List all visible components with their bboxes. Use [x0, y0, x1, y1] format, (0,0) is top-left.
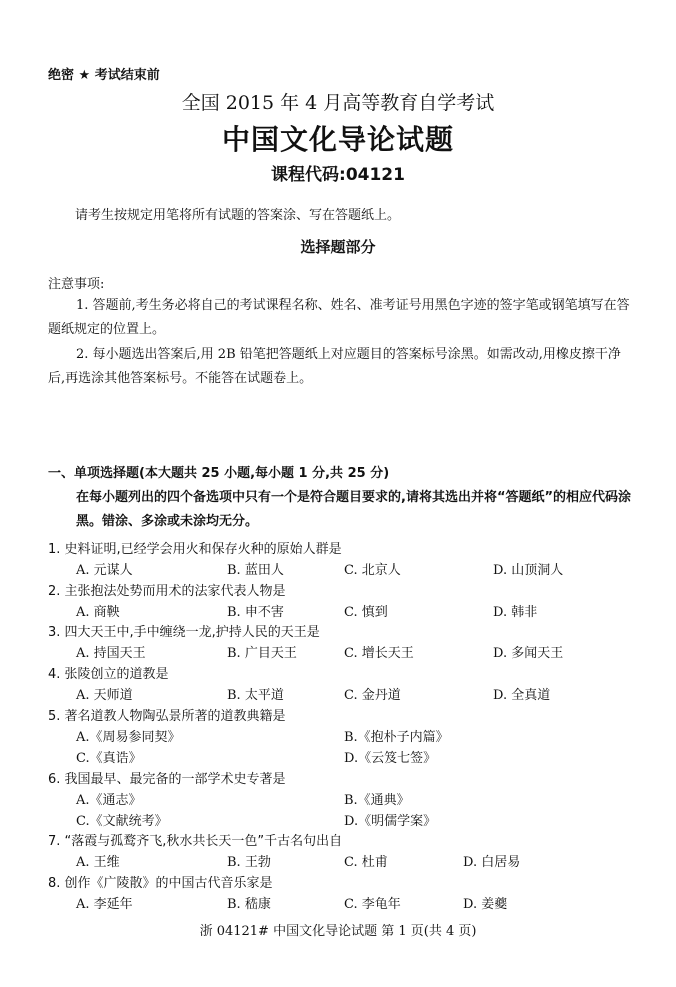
- notice-item: 2. 每小题选出答案后,用 2B 铅笔把答题纸上对应题目的答案标号涂黑。如需改动,用橡皮擦干净后,再选涂其他答案标号。不能答在试题卷上。: [48, 347, 621, 386]
- question-stem: 5. 著名道教人物陶弘景所著的道教典籍是: [48, 709, 286, 724]
- question-option: B. 申不害: [227, 605, 284, 620]
- question-option: A. 商鞅: [76, 605, 120, 620]
- secret-mark: 绝密 ★ 考试结束前: [48, 68, 160, 83]
- question-option: D. 山顶洞人: [493, 563, 564, 578]
- question-option: B. 太平道: [227, 688, 284, 703]
- section-title: 选择题部分: [300, 238, 376, 256]
- question-option: C.《真诰》: [76, 751, 142, 766]
- question-option: A. 元谋人: [76, 563, 133, 578]
- question-option: A.《周易参同契》: [76, 730, 181, 745]
- question-option: C. 金丹道: [344, 688, 401, 703]
- question-option: A. 持国天王: [76, 646, 146, 661]
- question-option: B.《抱朴子内篇》: [344, 730, 449, 745]
- question-option: C.《文献统考》: [76, 814, 168, 829]
- page-title: 中国文化导论试题: [221, 123, 454, 156]
- question-option: D. 韩非: [493, 605, 538, 620]
- part-instruction: 在每小题列出的四个备选项中只有一个是符合题目要求的,请将其选出并将“答题纸”的相应代码涂黑。错涂、多涂或未涂均无分。: [76, 490, 632, 529]
- course-code: 课程代码:04121: [271, 165, 405, 185]
- question-stem: 8. 创作《广陵散》的中国古代音乐家是: [48, 876, 273, 891]
- question-stem: 4. 张陵创立的道教是: [48, 667, 169, 682]
- question-option: B. 王勃: [227, 855, 271, 870]
- question-stem: 2. 主张抱法处势而用术的法家代表人物是: [48, 584, 286, 599]
- question-stem: 6. 我国最早、最完备的一部学术史专著是: [48, 772, 286, 787]
- question-option: D. 白居易: [463, 855, 521, 870]
- question-option: C. 增长天王: [344, 646, 414, 661]
- question-stem: 3. 四大天王中,手中缠绕一龙,护持人民的天王是: [48, 625, 320, 640]
- question-option: C. 李龟年: [344, 897, 401, 912]
- part-heading: 一、单项选择题(本大题共 25 小题,每小题 1 分,共 25 分): [48, 466, 390, 481]
- question-option: C. 北京人: [344, 563, 401, 578]
- notice-heading: 注意事项:: [48, 277, 105, 292]
- question-option: A. 天师道: [76, 688, 133, 703]
- answer-instruction: 请考生按规定用笔将所有试题的答案涂、写在答题纸上。: [75, 208, 401, 223]
- exam-line: 全国 2015 年 4 月高等教育自学考试: [181, 92, 495, 114]
- question-stem: 7. “落霞与孤鹜齐飞,秋水共长天一色”千古名句出自: [48, 834, 343, 849]
- question-option: A.《通志》: [76, 793, 142, 808]
- question-option: D.《云笈七签》: [344, 751, 437, 766]
- question-option: D. 全真道: [493, 688, 551, 703]
- question-option: D. 多闻天王: [493, 646, 564, 661]
- question-option: B.《通典》: [344, 793, 410, 808]
- notice-item: 1. 答题前,考生务必将自己的考试课程名称、姓名、准考证号用黑色字迹的签字笔或钢笔填写在答题纸规定的位置上。: [48, 298, 630, 337]
- question-stem: 1. 史料证明,已经学会用火和保存火种的原始人群是: [48, 542, 342, 557]
- question-option: D. 姜夔: [463, 897, 508, 912]
- question-option: B. 广目天王: [227, 646, 297, 661]
- page-footer: 浙 04121# 中国文化导论试题 第 1 页(共 4 页): [199, 924, 477, 939]
- question-option: A. 王维: [76, 855, 120, 870]
- question-option: A. 李延年: [76, 897, 133, 912]
- question-option: C. 杜甫: [344, 855, 388, 870]
- question-option: B. 蓝田人: [227, 563, 284, 578]
- question-option: D.《明儒学案》: [344, 814, 437, 829]
- question-option: C. 慎到: [344, 605, 388, 620]
- question-option: B. 嵇康: [227, 897, 271, 912]
